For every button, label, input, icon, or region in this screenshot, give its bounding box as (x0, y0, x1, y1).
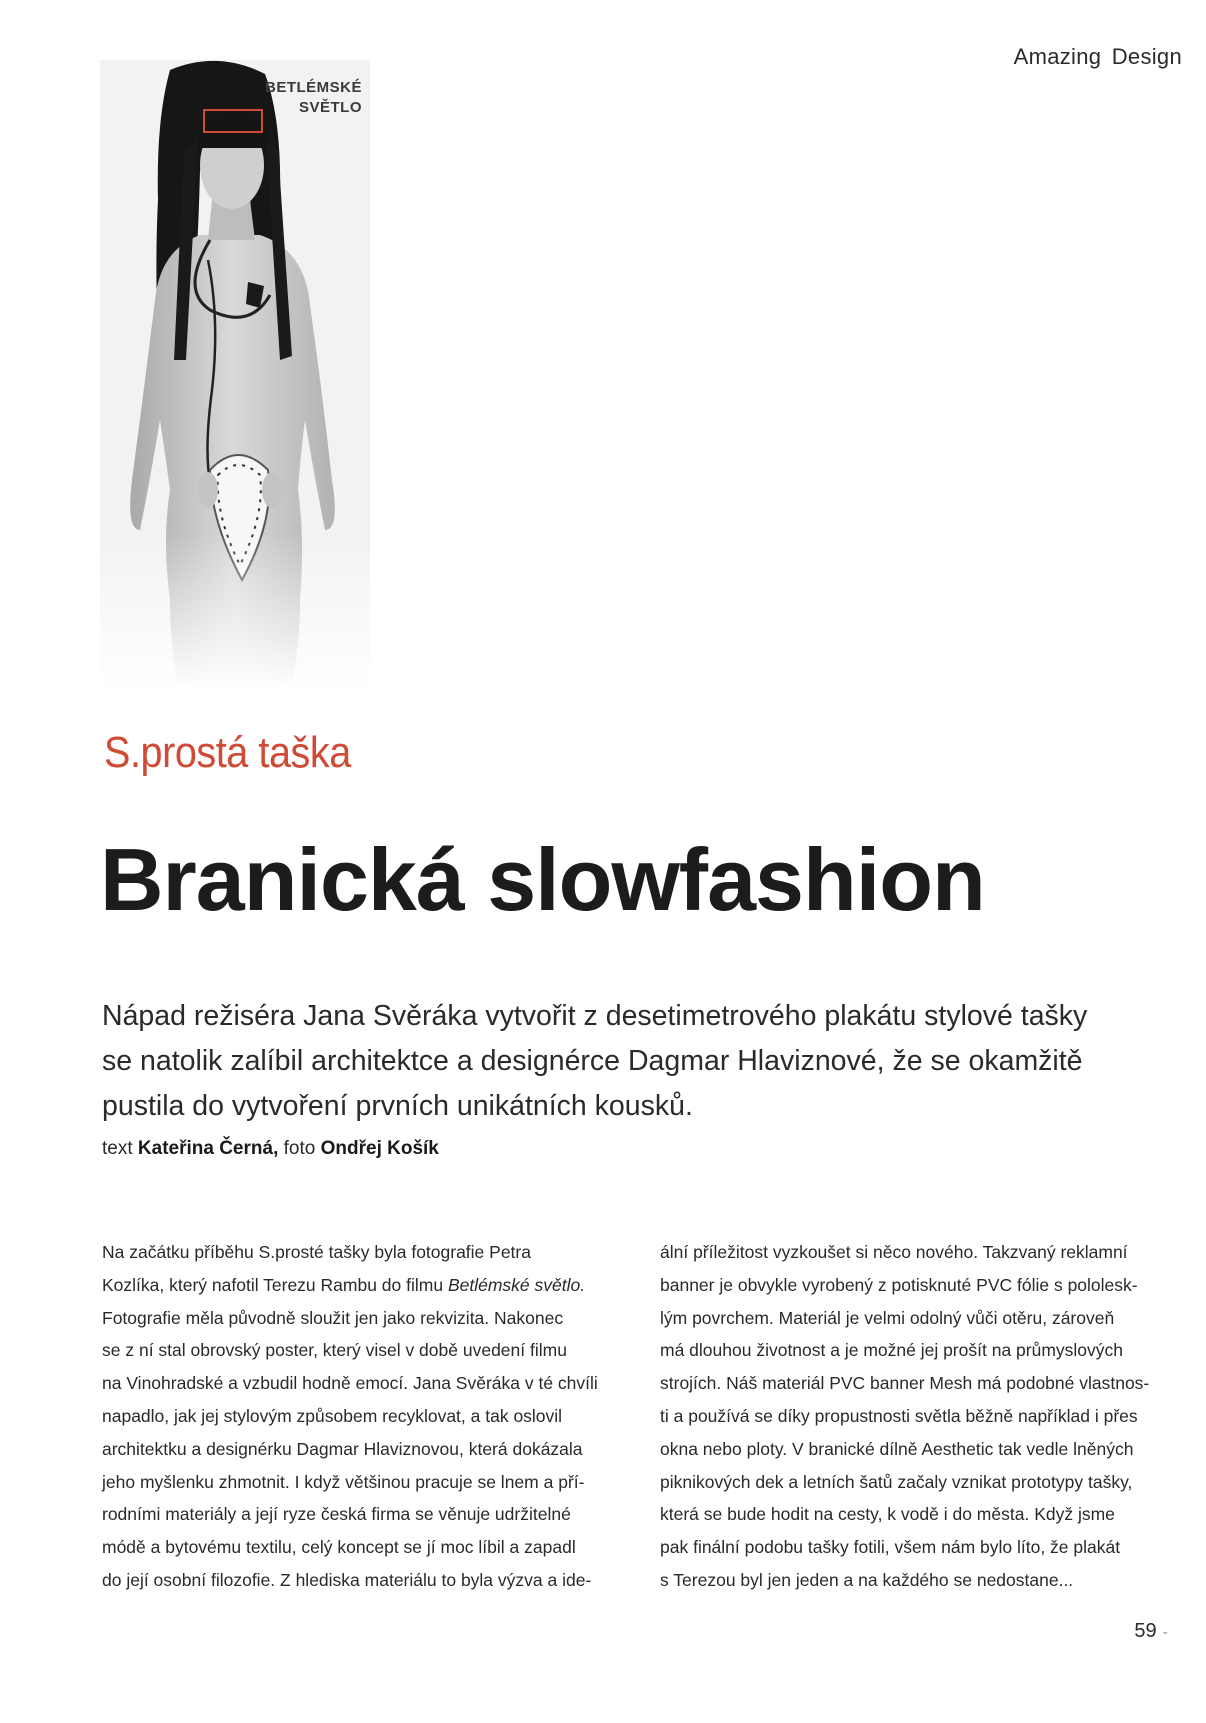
body-line: Na začátku příběhu S.prosté tašky byla fotografie Petra (102, 1242, 531, 1262)
body-line: má dlouhou životnost a je možné jej prošít na průmyslových (660, 1340, 1124, 1361)
credits-photographer: Ondřej Košík (320, 1138, 439, 1159)
body-line: ální příležitost vyzkoušet si něco nového. Takzvaný reklamní (660, 1242, 1128, 1262)
body-line: piknikových dek a letních šatů začaly vznikat prototypy tašky, (660, 1471, 1133, 1492)
body-line: Kozlíka, který nafotil Terezu Rambu do filmu Betlémské světlo. (102, 1274, 586, 1295)
body-line: do její osobní filozofie. Z hlediska materiálu to byla výzva a ide- (102, 1569, 592, 1590)
poster-title-line2: SVĚTLO (298, 99, 362, 116)
article-lead: Nápad režiséra Jana Svěráka vytvořit z desetimetrového plakátu stylové tašky se natolik zalíbil architektce a designérce Dagmar Hlaviznové, že se okamžitě pustila do vytvoření prvních unikátních kousků. (102, 1000, 1088, 1122)
page-number: 59 - (1134, 1620, 1168, 1642)
body-line: lým povrchem. Materiál je velmi odolný vůči otěru, zároveň (660, 1307, 1115, 1328)
body-line: která se bude hodit na cesty, k vodě i do města. Když jsme (660, 1504, 1115, 1525)
poster-photo (100, 60, 370, 690)
body-line: s Terezou byl jen jeden a na každého se nedostane... (660, 1569, 1074, 1590)
credits-photo-label: foto (283, 1138, 316, 1159)
body-line: okna nebo ploty. V branické dílně Aesthetic tak vedle lněných (660, 1438, 1134, 1459)
article-credits (102, 1138, 439, 1160)
body-line: se z ní stal obrovský poster, který visel v době uvedení filmu (102, 1340, 567, 1361)
poster-title-line1: BETLÉMSKÉ (264, 79, 362, 96)
body-line: na Vinohradské a vzbudil hodně emocí. Jana Svěráka v té chvíli (102, 1373, 598, 1394)
body-line: banner je obvykle vyrobený z potisknuté PVC fólie s pololesk- (660, 1274, 1138, 1295)
body-line: jeho myšlenku zhmotnit. I když většinou pracuje se lnem a pří- (102, 1471, 585, 1492)
body-column-right (660, 1236, 1184, 1597)
body-line: pak finální podobu tašky fotili, všem nám bylo líto, že plakát (660, 1537, 1121, 1558)
body-line: architektku a designérku Dagmar Hlaviznovou, která dokázala (102, 1438, 583, 1459)
film-title: Betlémské světlo. (447, 1274, 586, 1295)
body-line: strojích. Náš materiál PVC banner Mesh má podobné vlastnos- (660, 1373, 1150, 1394)
credits-text-label: text (102, 1138, 133, 1159)
body-line: ti a používá se díky propustnosti světla běžně například i přes (660, 1405, 1138, 1426)
section-label: Amazing Design (1013, 44, 1182, 69)
credits-author: Kateřina Černá, (137, 1138, 279, 1159)
body-line: módě a bytovému textilu, celý koncept se jí moc líbil a zapadl (102, 1537, 576, 1558)
body-line: Fotografie měla původně sloužit jen jako rekvizita. Nakonec (102, 1307, 564, 1328)
body-line: rodními materiály a její ryze česká firma se věnuje udržitelné (102, 1504, 571, 1525)
product-name: S.prostá taška (104, 728, 351, 777)
body-column-left (102, 1236, 626, 1597)
body-line: napadlo, jak jej stylovým způsobem recyklovat, a tak oslovil (102, 1405, 563, 1426)
article-headline: Branická slowfashion (100, 830, 985, 929)
